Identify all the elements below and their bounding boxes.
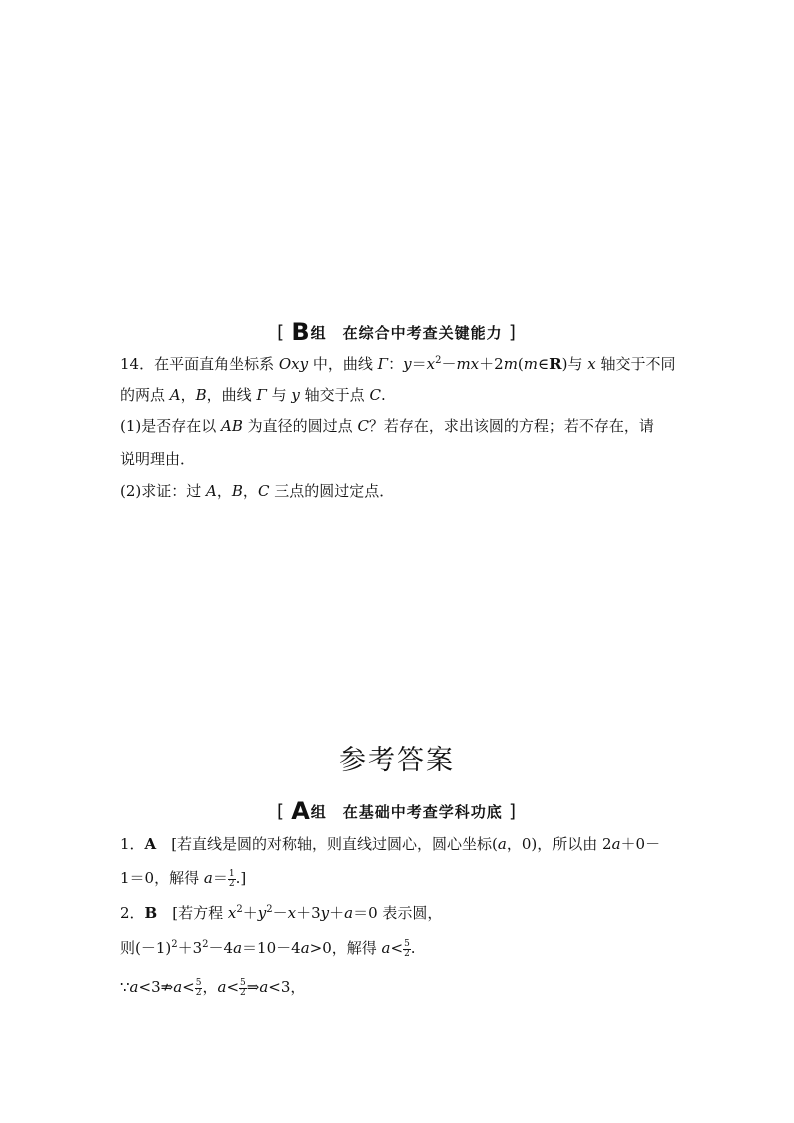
denominator: 2 bbox=[240, 987, 246, 998]
bracket-close: ] bbox=[509, 801, 518, 822]
text: .] bbox=[235, 869, 247, 887]
denominator: 2 bbox=[228, 878, 235, 889]
math: C bbox=[357, 417, 369, 435]
math: mx bbox=[456, 355, 480, 373]
problem-14-part-1-line-2 bbox=[120, 449, 195, 469]
numerator: 5 bbox=[195, 977, 202, 988]
math: a bbox=[497, 835, 507, 853]
answer-2-line-3 bbox=[120, 977, 305, 998]
superscript: 2 bbox=[435, 355, 442, 366]
text: ∵ bbox=[120, 978, 130, 996]
math: B bbox=[195, 386, 207, 404]
math: y bbox=[320, 904, 330, 922]
group-letter: B bbox=[291, 318, 311, 346]
text: 则(－1) bbox=[120, 939, 172, 957]
text: 在平面直角坐标系 bbox=[154, 355, 279, 373]
text: < bbox=[182, 978, 195, 996]
text: ＝0 表示圆， bbox=[353, 904, 443, 922]
problem-number: 14． bbox=[120, 355, 155, 373]
text: － bbox=[272, 904, 288, 922]
text: ，曲线 bbox=[206, 386, 257, 404]
text: ＋3 bbox=[177, 939, 203, 957]
text: ，0)，所以由 2 bbox=[506, 835, 612, 853]
math: C bbox=[369, 386, 381, 404]
text: [若直线是圆的对称轴，则直线过圆心，圆心坐标( bbox=[156, 835, 498, 853]
problem-14-part-1-line-1 bbox=[120, 416, 654, 436]
text: ＝ bbox=[411, 355, 427, 373]
math: a bbox=[233, 939, 243, 957]
numerator: 5 bbox=[404, 938, 410, 949]
fraction bbox=[239, 979, 247, 998]
answer-2-line-2 bbox=[120, 938, 416, 959]
numerator: 1 bbox=[228, 868, 235, 879]
text: 与 bbox=[266, 386, 292, 404]
text: ， bbox=[180, 386, 196, 404]
implies-symbol: ⇒ bbox=[246, 978, 260, 996]
math: x bbox=[287, 904, 297, 922]
math: Γ bbox=[256, 386, 267, 404]
math: AB bbox=[221, 417, 243, 435]
math: y bbox=[403, 355, 412, 373]
problem-14-line-1 bbox=[120, 354, 675, 374]
text: ∈ bbox=[538, 355, 550, 373]
text: ， bbox=[242, 482, 258, 500]
group-label: 组 在综合中考查关键能力 bbox=[310, 324, 503, 342]
problem-14-line-2 bbox=[120, 385, 386, 405]
math: a bbox=[203, 869, 213, 887]
math: y bbox=[291, 386, 300, 404]
text: ， bbox=[202, 978, 218, 996]
text: 轴交于点 bbox=[299, 386, 370, 404]
denominator: 2 bbox=[404, 948, 410, 959]
superscript: 2 bbox=[202, 939, 209, 950]
fraction bbox=[403, 940, 411, 959]
text: 中，曲线 bbox=[308, 355, 378, 373]
group-b-header bbox=[0, 318, 794, 346]
math: a bbox=[611, 835, 621, 853]
problem-14-part-2 bbox=[120, 481, 394, 501]
answers-title: 参考答案 bbox=[339, 745, 455, 776]
math: C bbox=[257, 482, 270, 500]
math: a bbox=[381, 939, 391, 957]
text: . bbox=[380, 386, 386, 404]
text: 1＝0，解得 bbox=[120, 869, 204, 887]
text: )与 bbox=[561, 355, 588, 373]
text: ＝10－4 bbox=[242, 939, 301, 957]
bracket-open: [ bbox=[276, 801, 285, 822]
group-a-header bbox=[0, 797, 794, 825]
math: m bbox=[503, 355, 518, 373]
math: m bbox=[523, 355, 539, 373]
math: a bbox=[300, 939, 310, 957]
answer-1-line-2 bbox=[120, 868, 246, 889]
math: a bbox=[259, 978, 269, 996]
bracket-open: [ bbox=[277, 322, 286, 343]
bracket-close: ] bbox=[508, 322, 517, 343]
text: <3 bbox=[138, 978, 161, 996]
text: 的两点 bbox=[120, 386, 170, 404]
group-letter: A bbox=[291, 797, 311, 825]
math: x bbox=[227, 904, 237, 922]
not-implies-symbol: ⇏ bbox=[160, 978, 174, 996]
superscript: 2 bbox=[171, 939, 178, 950]
answer-choice: B bbox=[144, 904, 158, 922]
text: ＋3 bbox=[296, 904, 321, 922]
math: R bbox=[549, 355, 562, 373]
text: ？若存在，求出该圆的方程；若不存在，请 bbox=[368, 417, 654, 435]
text: < bbox=[226, 978, 240, 996]
math: a bbox=[217, 978, 227, 996]
text: (2)求证：过 bbox=[120, 482, 207, 500]
math: A bbox=[206, 482, 217, 500]
text: － bbox=[441, 355, 457, 373]
answer-2-line-1 bbox=[120, 903, 442, 923]
math: Γ bbox=[377, 355, 389, 373]
answer-1-line-1 bbox=[120, 834, 660, 854]
text: . bbox=[410, 939, 416, 957]
superscript: 2 bbox=[236, 904, 243, 915]
text: －4 bbox=[208, 939, 234, 957]
fraction bbox=[228, 870, 236, 889]
text: ＋0－ bbox=[620, 835, 661, 853]
group-label: 组 在基础中考查学科功底 bbox=[310, 803, 503, 821]
text: ＝ bbox=[212, 869, 228, 887]
math: B bbox=[231, 482, 243, 500]
text: <3， bbox=[268, 978, 306, 996]
math: A bbox=[169, 386, 181, 404]
answer-number: 2． bbox=[120, 904, 145, 922]
text: ( bbox=[517, 355, 524, 373]
math: Oxy bbox=[278, 355, 309, 373]
text: ＋ bbox=[329, 904, 345, 922]
answer-number: 1． bbox=[120, 835, 145, 853]
text: >0，解得 bbox=[309, 939, 382, 957]
text: 说明理由． bbox=[120, 450, 196, 468]
answer-choice: A bbox=[144, 835, 157, 853]
math: x bbox=[587, 355, 596, 373]
text: < bbox=[390, 939, 404, 957]
math: a bbox=[344, 904, 354, 922]
denominator: 2 bbox=[195, 987, 202, 998]
text: ： bbox=[388, 355, 404, 373]
numerator: 5 bbox=[240, 977, 246, 988]
text: 轴交于不同 bbox=[595, 355, 676, 373]
text: [若方程 bbox=[157, 904, 228, 922]
text: (1)是否存在以 bbox=[120, 417, 222, 435]
math: y bbox=[257, 904, 267, 922]
math: a bbox=[129, 978, 139, 996]
text: 为直径的圆过点 bbox=[242, 417, 358, 435]
superscript: 2 bbox=[266, 904, 273, 915]
text: ＋2 bbox=[479, 355, 504, 373]
text: 三点的圆过定点． bbox=[269, 482, 395, 500]
math: x bbox=[426, 355, 436, 373]
text: ＋ bbox=[242, 904, 258, 922]
math: a bbox=[173, 978, 183, 996]
text: ， bbox=[216, 482, 232, 500]
